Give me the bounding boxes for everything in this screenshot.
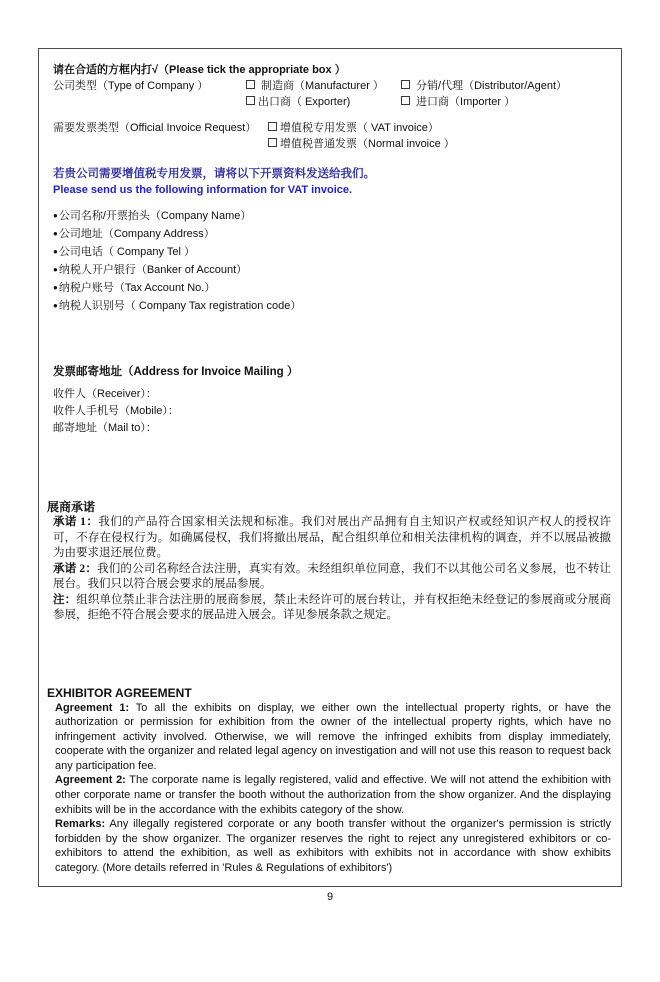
vat-fields-list — [53, 207, 611, 315]
agreement-2-lead: Agreement 2: — [55, 774, 126, 787]
invoice-row-1 — [53, 120, 611, 136]
vat-field-banker — [53, 261, 611, 279]
commitment-2-lead: 承诺 2： — [53, 562, 98, 575]
commitment-2 — [53, 562, 611, 593]
agreement-1-text: To all the exhibits on display, we either own the intellectual property rights, or have the authorization or permission for exhibition from the owner of the intellectual property rights, which have no infringement activity involved. Otherwise, we will remove the infringed exhibits from display immediately, cooperate with the organizer and related legal agency on investigation and will not use this reason to request back any participation fee. — [55, 701, 611, 772]
bullet-icon: ● — [53, 247, 58, 256]
agreement-1-lead: Agreement 1: — [55, 701, 130, 714]
mailing-mail-to: 邮寄地址（Mail to）： — [53, 422, 157, 434]
agreement-remarks — [55, 817, 611, 875]
commitment-1 — [53, 515, 611, 562]
page-number: 9 — [326, 890, 334, 903]
option-manufacturer — [246, 78, 401, 94]
vat-field-company-name — [53, 207, 611, 225]
agreement-section — [47, 686, 611, 876]
commitment-note-lead: 注： — [53, 593, 77, 606]
agreement-2 — [55, 773, 611, 817]
agreement-heading: EXHIBITOR AGREEMENT — [47, 685, 192, 700]
vat-field-company-tel — [53, 243, 611, 261]
tick-box-heading: 请在合适的方框内打√（Please tick the appropriate box ） — [53, 64, 346, 76]
bullet-icon: ● — [53, 301, 58, 310]
bullet-icon: ● — [53, 265, 58, 274]
option-manufacturer-label: 制造商（Manufacturer ） — [258, 80, 384, 92]
mailing-lines — [53, 386, 611, 437]
vat-notice-en: Please send us the following information for VAT invoice. — [53, 184, 353, 196]
vat-notice-zh: 若贵公司需要增值税专用发票，请将以下开票资料发送给我们。 — [53, 168, 375, 180]
invoice-request-block — [53, 120, 611, 152]
commitment-heading: 展商承诺 — [47, 500, 96, 514]
option-importer — [401, 94, 611, 110]
vat-field-company-address-label: 公司地址（Company Address） — [58, 228, 215, 240]
option-exporter-label: 出口商（ Exporter) — [258, 96, 351, 108]
commitment-1-text: 我们的产品符合国家相关法规和标准。我们对展出产品拥有自主知识产权或经知识产权人的授权许可，不存在侵权行为。如确属侵权，我们将撤出展品，配合组织单位和相关法律机构的调查，并不以展品被撤为由要求退还展位费。 — [53, 516, 611, 559]
option-normal-invoice-label: 增值税普通发票（Normal invoice ） — [280, 138, 455, 150]
vat-field-company-address — [53, 225, 611, 243]
vat-field-tax-account — [53, 279, 611, 297]
commitment-1-lead: 承诺 1： — [53, 516, 99, 528]
option-vat-invoice-label: 增值税专用发票（ VAT invoice） — [280, 122, 439, 134]
option-vat-invoice — [268, 120, 611, 136]
checkbox-importer[interactable] — [401, 96, 410, 105]
mailing-mobile: 收件人手机号（Mobile）： — [53, 405, 179, 417]
tick-box-section — [53, 62, 611, 152]
commitment-section — [47, 499, 611, 624]
form-page-box — [38, 48, 622, 887]
invoice-row-2 — [53, 136, 611, 152]
company-type-row-1 — [53, 78, 611, 94]
option-importer-label: 进口商（Importer ） — [413, 96, 516, 108]
agreement-remarks-text: Any illegally registered corporate or any booth transfer without the organizer's permission is strictly forbidden by the show organizer. The organizer reserves the right to reject any unregistered exhibitors or co-exhibitors to attend the exhibition, as well as exhibitors with exhibits not in accordance with show exhibits category. (More details referred in 'Rules & Regulations of exhibitors') — [55, 818, 611, 875]
option-distributor-agent — [401, 78, 611, 94]
invoice-request-label: 需要发票类型（Official Invoice Request） — [53, 122, 257, 134]
bullet-icon: ● — [53, 229, 58, 238]
option-exporter — [246, 94, 401, 110]
commitment-2-text: 我们的公司名称经合法注册，真实有效。未经组织单位同意，我们不以其他公司名义参展，也不转让展台。我们只以符合展会要求的展品参展。 — [53, 562, 612, 590]
agreement-1 — [55, 701, 611, 774]
checkbox-distributor-agent[interactable] — [401, 80, 410, 89]
commitment-note-text: 组织单位禁止非合法注册的展商参展，禁止未经许可的展台转让，并有权拒绝未经登记的参展商或分展商参展，拒绝不符合展会要求的展品进入展会。详见参展条款之规定。 — [53, 593, 612, 621]
vat-notice — [53, 166, 611, 198]
vat-field-banker-label: 纳税人开户银行（Banker of Account） — [58, 264, 248, 276]
bullet-icon: ● — [53, 211, 58, 220]
option-distributor-agent-label: 分销/代理（Distributor/Agent） — [413, 80, 568, 92]
company-type-label: 公司类型（Type of Company ） — [53, 80, 209, 92]
mailing-heading: 发票邮寄地址（Address for Invoice Mailing ） — [53, 366, 299, 378]
vat-field-tax-registration — [53, 297, 611, 315]
option-normal-invoice — [268, 136, 611, 152]
checkbox-normal-invoice[interactable] — [268, 138, 277, 147]
checkbox-manufacturer[interactable] — [246, 80, 255, 89]
checkbox-vat-invoice[interactable] — [268, 122, 277, 131]
vat-field-company-name-label: 公司名称/开票抬头（Company Name） — [58, 210, 252, 222]
vat-field-company-tel-label: 公司电话（ Company Tel ） — [58, 246, 195, 258]
vat-field-tax-account-label: 纳税户账号（Tax Account No.） — [58, 282, 216, 294]
vat-field-tax-registration-label: 纳税人识别号（ Company Tax registration code） — [58, 300, 302, 312]
company-type-row-2 — [53, 94, 611, 110]
mailing-receiver: 收件人（Receiver）： — [53, 388, 157, 400]
checkbox-exporter[interactable] — [246, 96, 255, 105]
agreement-remarks-lead: Remarks: — [55, 818, 106, 831]
agreement-2-text: The corporate name is legally registered, valid and effective. We will not attend the exhibition with other corporate name or transfer the booth without the authorization from the show organizer. And the displaying exhibits will be in the accordance with the exhibits category of the show. — [55, 774, 612, 816]
commitment-note — [53, 593, 611, 624]
bullet-icon: ● — [53, 283, 58, 292]
